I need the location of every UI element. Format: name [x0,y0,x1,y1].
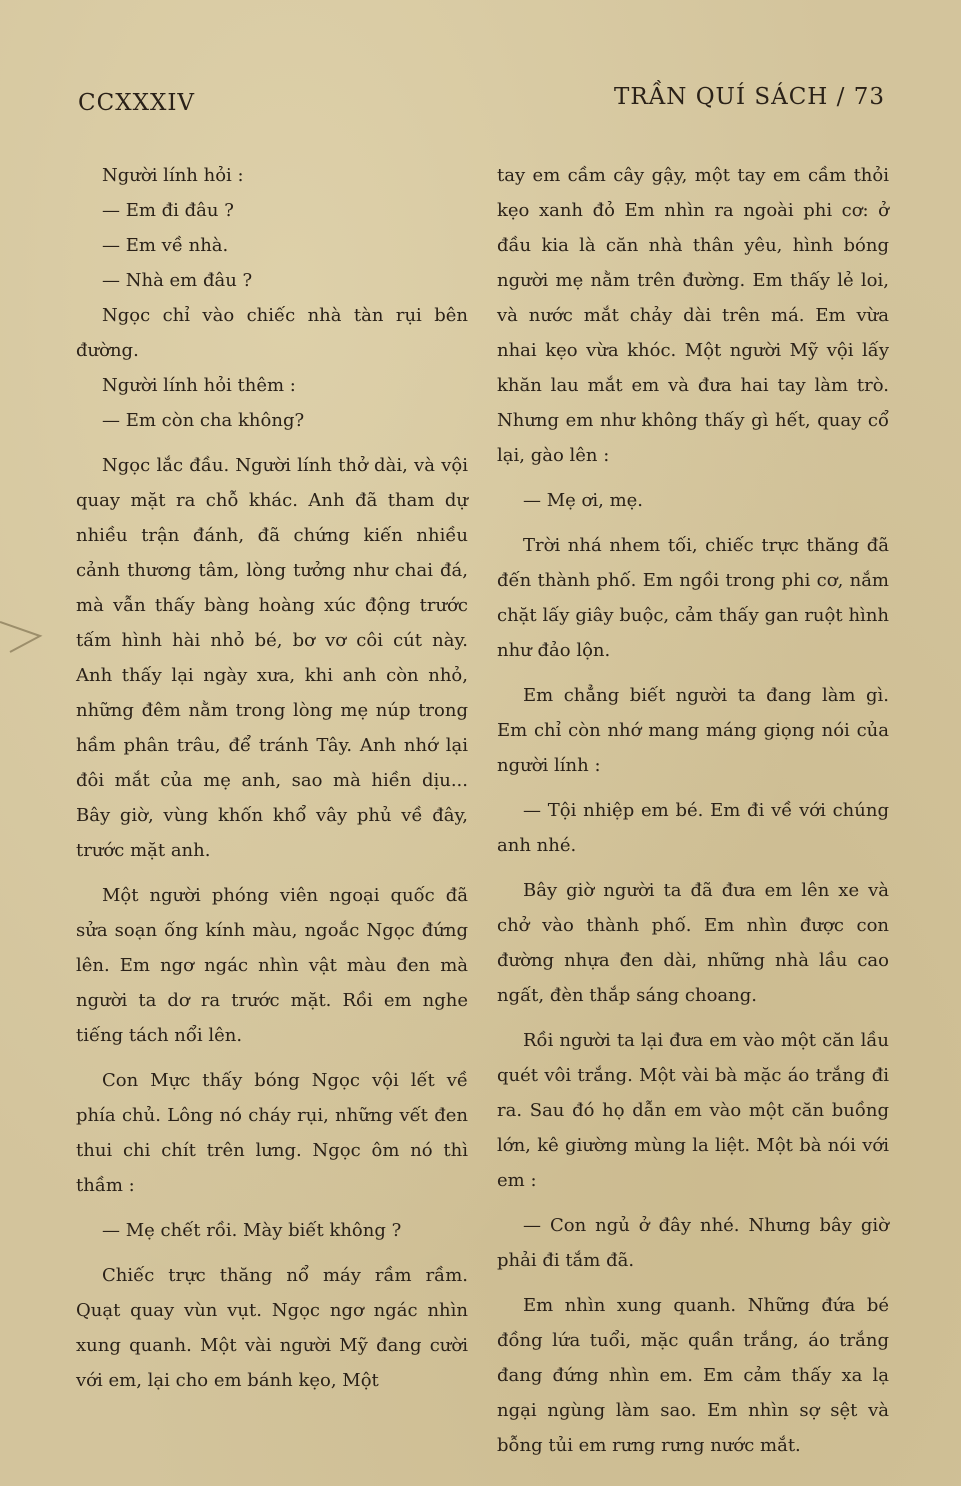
dialogue-line: — Em về nhà. [102,235,229,256]
dialogue-line: — Nhà em đâu ? [102,270,253,291]
paragraph: Chiếc trực thăng nổ máy rầm rầm. Quạt quay vùn vụt. Ngọc ngơ ngác nhìn xung quanh. Một vài người Mỹ đang cười với em, lại cho em bánh kẹo, Một [76,1265,468,1391]
dialogue-line: — Em còn cha không? [102,410,305,431]
paragraph: Một người phóng viên ngoại quốc đã sửa soạn ống kính màu, ngoắc Ngọc đứng lên. Em ngơ ngác nhìn vật màu đen mà người ta dơ ra trước mặt. Rồi em nghe tiếng tách nổi lên. [76,885,468,1046]
paragraph: Ngọc lắc đầu. Người lính thở dài, và vội quay mặt ra chỗ khác. Anh đã tham dự nhiều trận đánh, đã chứng kiến nhiều cảnh thương tâm, lòng tưởng như chai đá, mà vẫn thấy bàng hoàng xúc động trước tấm hình hài nhỏ bé, bơ vơ côi cút này. Anh thấy lại ngày xưa, khi anh còn nhỏ, những đêm nằm trong lòng mẹ núp trong hầm phân trâu, để tránh Tây. Anh nhớ lại đôi mắt của mẹ anh, sao mà hiền dịu... Bây giờ, vùng khốn khổ vây phủ về đây, trước mặt anh. [76,455,468,861]
paragraph: Ngọc chỉ vào chiếc nhà tàn rụi bên đường. [76,305,468,361]
chapter-number: CCXXXIV [78,90,196,116]
paragraph: Con Mực thấy bóng Ngọc vội lết về phía chủ. Lông nó cháy rụi, những vết đen thui chi chít trên lưng. Ngọc ôm nó thì thầm : [76,1070,468,1196]
paragraph: Trời nhá nhem tối, chiếc trực thăng đã đến thành phố. Em ngồi trong phi cơ, nắm chặt lấy giây buộc, cảm thấy gan ruột hình như đảo lộn. [497,535,889,661]
right-column [497,158,889,1463]
paragraph: Người lính hỏi thêm : [102,375,296,396]
paragraph: Người lính hỏi : [102,165,244,186]
dialogue-line: — Em đi đâu ? [102,200,234,221]
paragraph: Em nhìn xung quanh. Những đứa bé đồng lứa tuổi, mặc quần trắng, áo trắng đang đứng nhìn em. Em cảm thấy xa lạ ngại ngùng làm sao. Em nhìn sợ sệt và bỗng tủi em rưng rưng nước mắt. [497,1295,889,1456]
paragraph: Em chẳng biết người ta đang làm gì. Em chỉ còn nhớ mang máng giọng nói của người lính : [497,685,889,776]
dialogue-line: — Mẹ chết rồi. Mày biết không ? [102,1220,402,1241]
dialogue-line: — Con ngủ ở đây nhé. Nhưng bây giờ phải đi tắm đã. [497,1215,889,1271]
running-head: TRẦN QUÍ SÁCH / 73 [614,84,885,110]
dialogue-line: — Tội nhiệp em bé. Em đi về với chúng anh nhé. [497,800,889,856]
dialogue-line: — Mẹ ơi, mẹ. [523,490,644,511]
paragraph: tay em cầm cây gậy, một tay em cầm thỏi kẹo xanh đỏ Em nhìn ra ngoài phi cơ: ở đầu kia là căn nhà thân yêu, hình bóng người mẹ nằm trên đường. Em thấy lẻ loi, và nước mắt chảy dài trên má. Em vừa nhai kẹo vừa khóc. Một người Mỹ vội lấy khăn lau mắt em và đưa hai tay làm trò. Nhưng em như không thấy gì hết, quay cổ lại, gào lên : [497,165,889,466]
paragraph: Rồi người ta lại đưa em vào một căn lầu quét vôi trắng. Một vài bà mặc áo trắng đi ra. Sau đó họ dẫn em vào một căn buồng lớn, kê giường mùng la liệt. Một bà nói với em : [497,1030,889,1191]
page-crease-mark [0,612,60,662]
left-column [76,158,468,1398]
paragraph: Bây giờ người ta đã đưa em lên xe và chở vào thành phố. Em nhìn được con đường nhựa đen dài, những nhà lầu cao ngất, đèn thắp sáng choang. [497,880,889,1006]
